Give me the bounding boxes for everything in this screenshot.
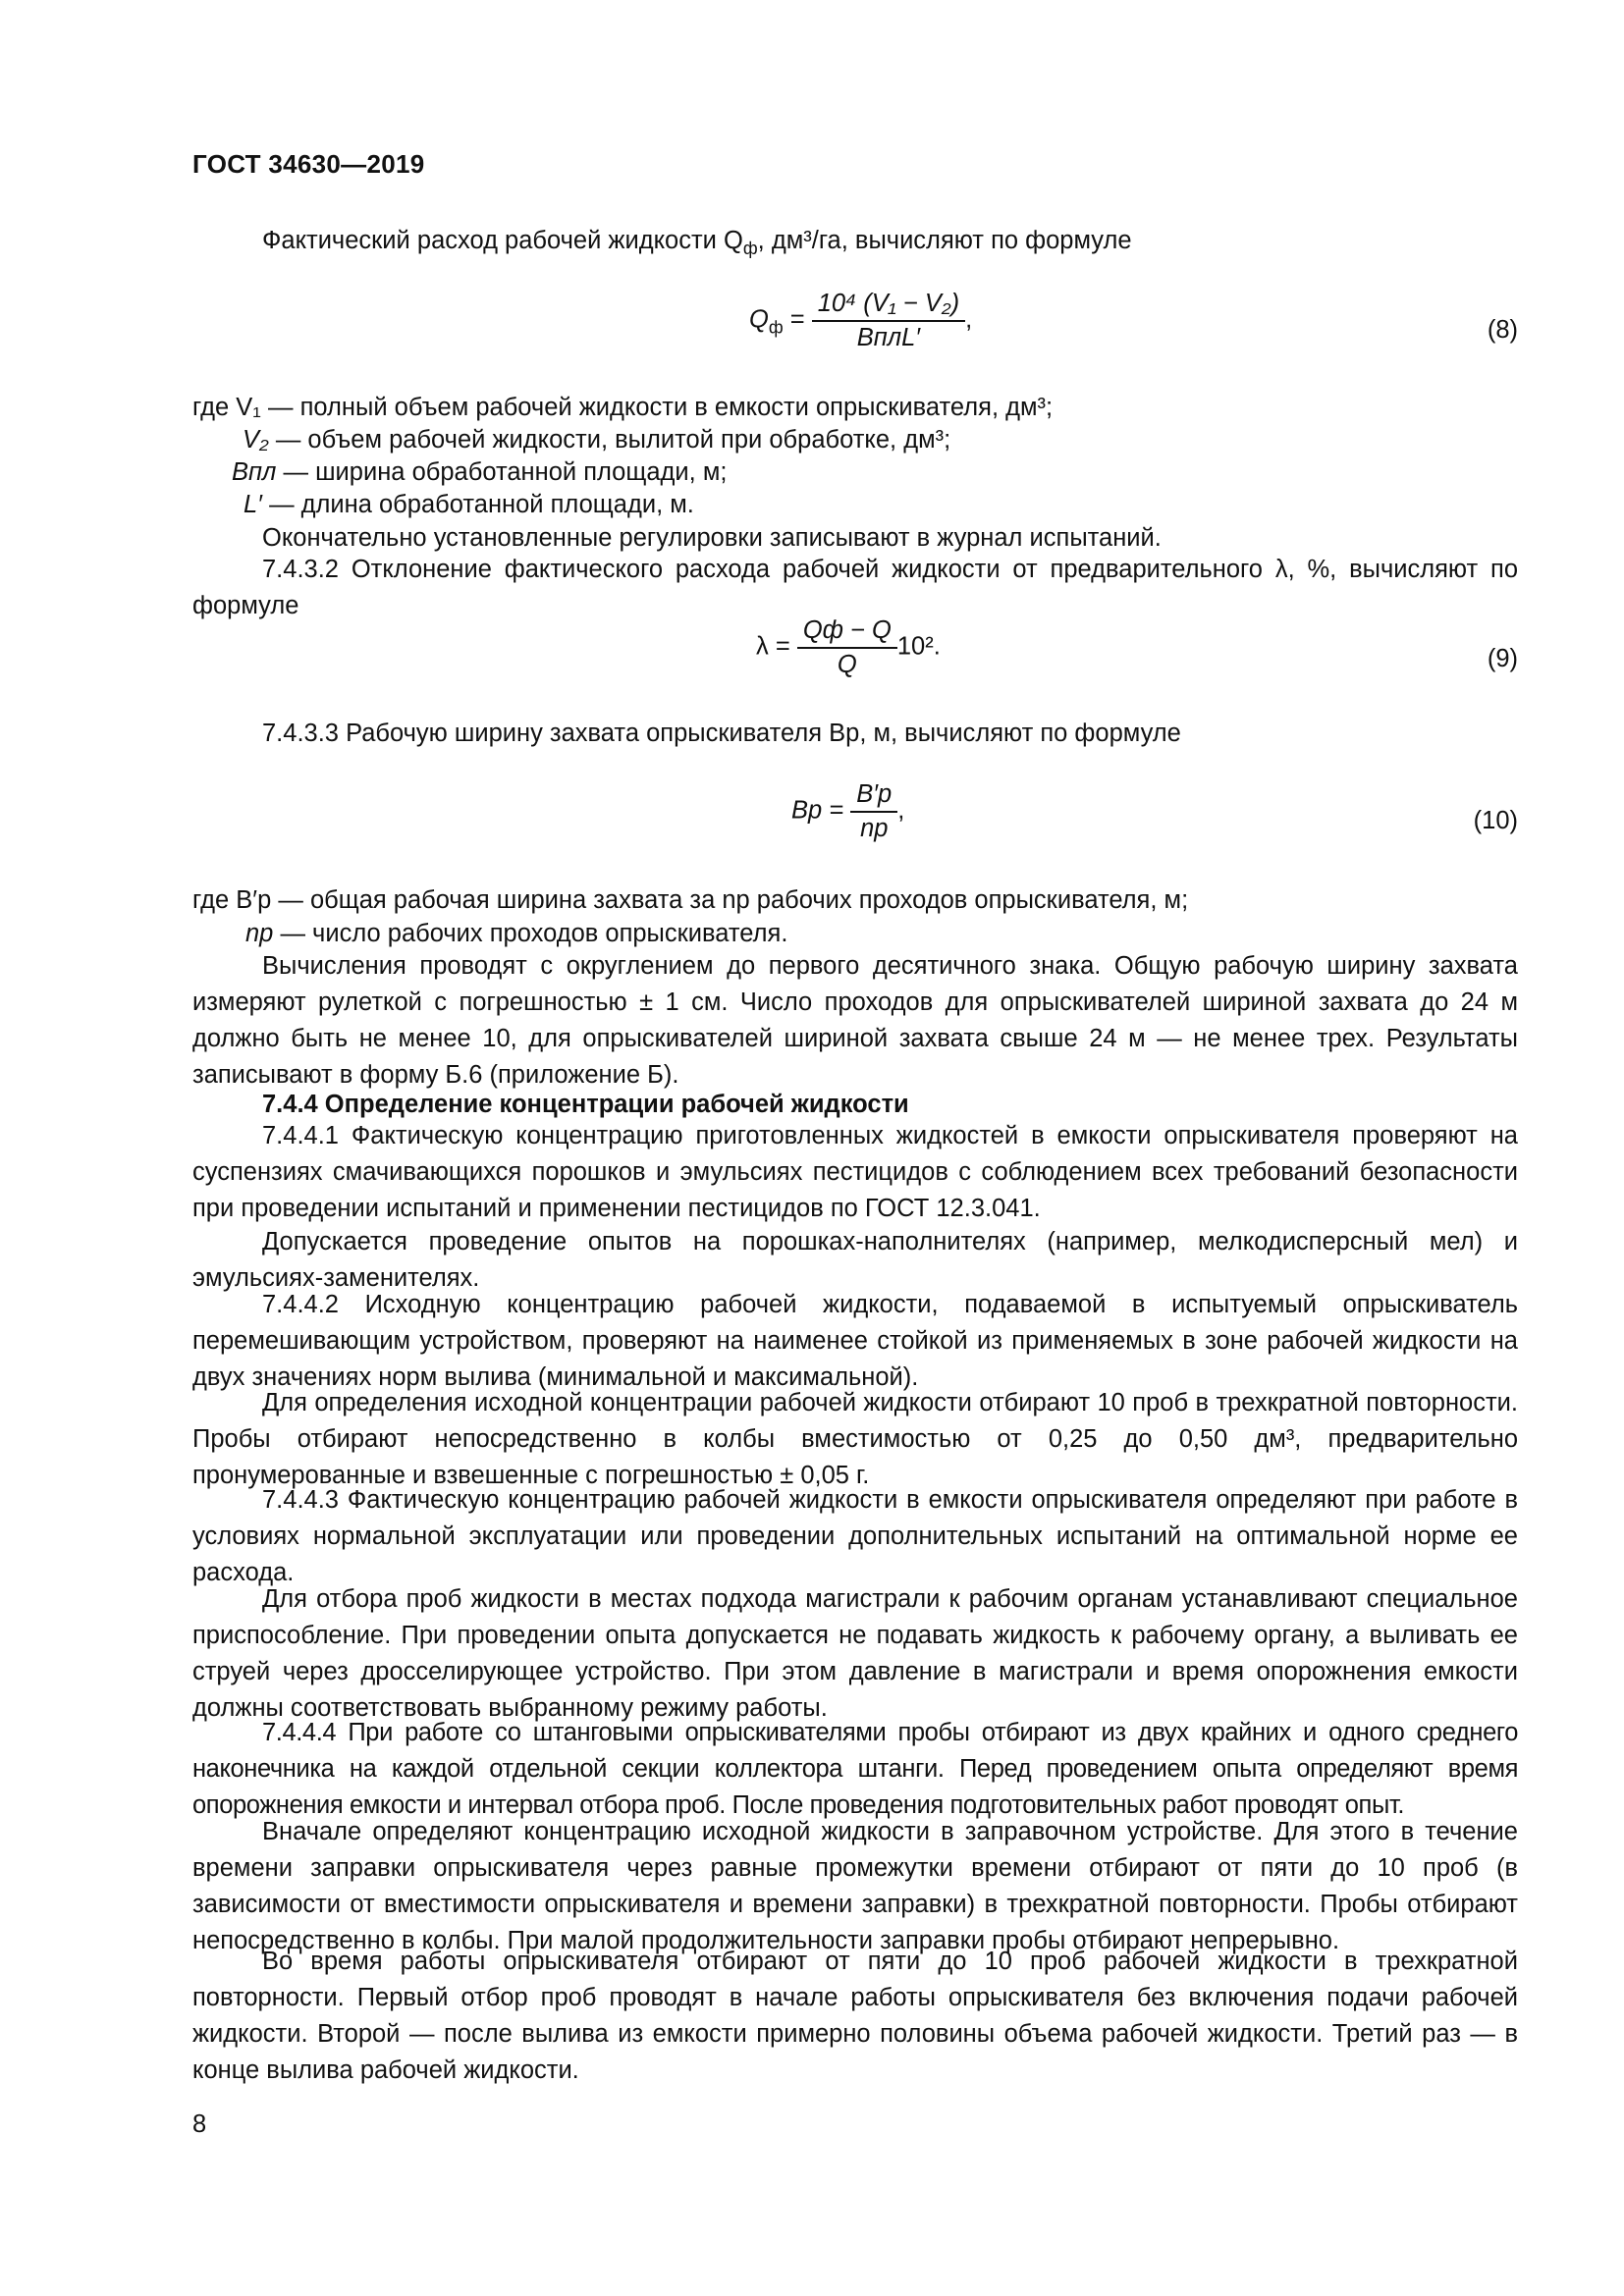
where-10-item-1 — [192, 883, 1188, 917]
where-symbol: L′ — [244, 491, 262, 518]
where-symbol: nр — [245, 920, 274, 947]
document-header: ГОСТ 34630—2019 — [192, 149, 425, 179]
paragraph-allowed: Допускается проведение опытов на порошках-наполнителях (например, мелкодисперсный мел) и эмульсиях-заменителях. — [192, 1228, 1518, 1292]
formula-10-number: (10) — [1473, 807, 1518, 834]
paragraph-7-4-4-1: 7.4.4.1 Фактическую концентрацию приготовленных жидкостей в емкости опрыскивателя проверяют на суспензиях смачивающихся порошков и эмульсиях пестицидов с соблюдением всех требований безопасности при проведении испытаний и применении пестицидов по ГОСТ 12.3.041. — [192, 1122, 1518, 1222]
formula-9-tail: 10². — [896, 632, 941, 661]
formula-8-intro — [262, 224, 1132, 265]
where-8-item-2 — [243, 423, 950, 456]
section-heading-7-4-4: 7.4.4 Определение концентрации рабочей жидкости — [262, 1091, 909, 1118]
formula-8-tail: , — [965, 305, 973, 334]
where-description: — число рабочих проходов опрыскивателя. — [280, 920, 788, 947]
formula-9-lhs: λ = — [756, 632, 790, 661]
where-10-item-2 — [245, 917, 787, 950]
equals-sign: = — [789, 305, 812, 334]
where-symbol: V₂ — [243, 426, 269, 454]
formula-8-fraction — [812, 290, 965, 352]
formula-8-number: (8) — [1487, 316, 1518, 344]
intro-rest-text: , дм³/га, вычисляют по формуле — [757, 227, 1132, 254]
where-description: — длина обработанной площади, м. — [269, 491, 694, 518]
where-description: — полный объем рабочей жидкости в емкости опрыскивателя, дм³; — [268, 394, 1054, 421]
formula-9-denominator: Q — [837, 651, 857, 678]
paragraph-final-regulation: Окончательно установленные регулировки записывают в журнал испытаний. — [262, 524, 1162, 552]
formula-10-fraction — [850, 780, 897, 843]
paragraph-7-4-3-2: 7.4.3.2 Отклонение фактического расхода рабочей жидкости от предварительного λ, %, вычисляют по формуле — [192, 556, 1518, 619]
formula-9 — [756, 616, 941, 679]
where-description: — общая рабочая ширина захвата за nр рабочих проходов опрыскивателя, м; — [278, 886, 1189, 914]
where-symbol: где B′р — [192, 886, 272, 914]
paragraph-7-4-3-3: 7.4.3.3 Рабочую ширину захвата опрыскивателя Bр, м, вычисляют по формуле — [262, 720, 1181, 747]
formula-10-denominator: nр — [860, 815, 889, 842]
where-symbol: где V₁ — [192, 394, 261, 421]
formula-10-lhs: Bр = — [791, 796, 844, 825]
where-8-item-1 — [192, 391, 1053, 424]
formula-10 — [791, 780, 904, 843]
formula-8-numerator: 10⁴ (V₁ − V₂) — [812, 290, 965, 322]
paragraph-sampling-device: Для отбора проб жидкости в местах подхода магистрали к рабочим органам устанавливают специальное приспособление. При проведении опыта допускается не подавать жидкость к рабочему органу, а выливать ее струей через дросселирующее устройство. При этом давление в магистрали и время опорожнения емкости должны соответствовать выбранному режиму работы. — [192, 1585, 1518, 1722]
where-description: — объем рабочей жидкости, вылитой при обработке, дм³; — [275, 426, 951, 454]
formula-9-fraction — [797, 616, 897, 679]
where-8-item-4 — [244, 488, 694, 521]
formula-9-numerator: Qф − Q — [797, 616, 897, 649]
paragraph-calculation: Вычисления проводят с округлением до первого десятичного знака. Общую рабочую ширину захвата измеряют рулеткой с погрешностью ± 1 см. Число проходов для опрыскивателей шириной захвата до 24 м должно быть не менее 10, для опрыскивателей шириной захвата свыше 24 м — не менее трех. Результаты записывают в форму Б.6 (приложение Б). — [192, 952, 1518, 1089]
formula-10-numerator: B′р — [850, 780, 897, 813]
intro-text: Фактический расход рабочей жидкости Q — [262, 227, 743, 254]
where-8-item-3 — [232, 455, 727, 489]
formula-10-tail: , — [897, 796, 905, 825]
paragraph-initial-sampling: Вначале определяют концентрацию исходной жидкости в заправочном устройстве. Для этого в течение времени заправки опрыскивателя через равные промежутки времени отбирают от пяти до 10 проб (в зависимости от вместимости опрыскивателя и времени заправки) в трехкратной повторности. Пробы отбирают непосредственно в колбы. При малой продолжительности заправки пробы отбирают непрерывно. — [192, 1818, 1518, 1954]
paragraph-initial-concentration: Для определения исходной концентрации рабочей жидкости отбирают 10 проб в трехкратной повторности. Пробы отбирают непосредственно в колбы вместимостью от 0,25 до 0,50 дм³, предварительно пронумерованные и взвешенные с погрешностью ± 0,05 г. — [192, 1389, 1518, 1489]
paragraph-7-4-4-2: 7.4.4.2 Исходную концентрацию рабочей жидкости, подаваемой в испытуемый опрыскиватель перемешивающим устройством, проверяют на наименее стойкой из применяемых в зоне рабочей жидкости на двух значениях норм вылива (минимальной и максимальной). — [192, 1291, 1518, 1391]
paragraph-during-operation: Во время работы опрыскивателя отбирают от пяти до 10 проб рабочей жидкости в трехкратной повторности. Первый отбор проб проводят в начале работы опрыскивателя без включения подачи рабочей жидкости. Второй — после вылива из емкости примерно половины объема рабочей жидкости. Третий раз — в конце вылива рабочей жидкости. — [192, 1948, 1518, 2084]
paragraph-7-4-4-4: 7.4.4.4 При работе со штанговыми опрыскивателями пробы отбирают из двух крайних и одного среднего наконечника на каждой отдельной секции коллектора штанги. Перед проведением опыта определяют время опорожнения емкости и интервал отбора проб. После проведения подготовительных работ проводят опыт. — [192, 1719, 1518, 1819]
where-description: — ширина обработанной площади, м; — [283, 458, 728, 486]
formula-8-lhs-sub: ф — [768, 317, 784, 338]
intro-subscript: ф — [742, 239, 758, 258]
formula-8-lhs: Q — [749, 305, 769, 334]
paragraph-7-4-4-3: 7.4.4.3 Фактическую концентрацию рабочей жидкости в емкости опрыскивателя определяют при работе в условиях нормальной эксплуатации или проведении дополнительных испытаний на оптимальной норме ее расхода. — [192, 1486, 1518, 1586]
formula-9-number: (9) — [1487, 645, 1518, 672]
where-symbol: Bпл — [232, 458, 277, 486]
page-number: 8 — [192, 2110, 207, 2138]
formula-8 — [749, 290, 972, 352]
formula-8-denominator: BплL′ — [856, 324, 921, 351]
